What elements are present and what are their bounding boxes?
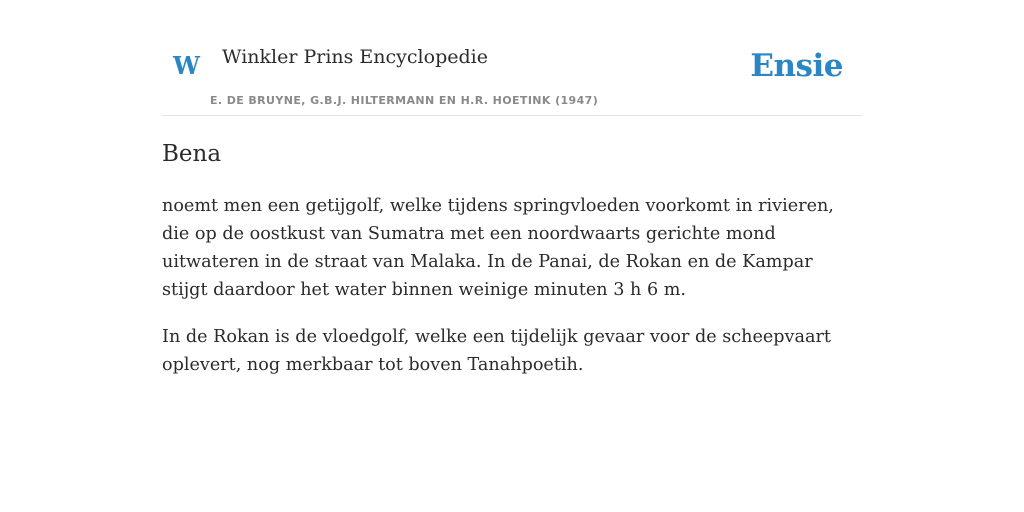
book-header	[162, 0, 862, 116]
ensie-logo-link[interactable]: Ensie	[750, 48, 843, 84]
book-authors: E. DE BRUYNE, G.B.J. HILTERMANN EN H.R. HOETINK (1947)	[210, 94, 599, 107]
book-title[interactable]: Winkler Prins Encyclopedie	[222, 46, 488, 68]
entry-paragraph: noemt men een getijgolf, welke tijdens springvloeden voorkomt in rivieren, die op de oostkust van Sumatra met een noordwaarts gerichte mond uitwateren in de straat van Malaka. In de Panai, de Rokan en de Kampar stijgt daardoor het water binnen weinige minuten 3 h 6 m.	[162, 196, 834, 300]
entry-title: Bena	[162, 141, 222, 167]
entry-body	[162, 192, 862, 398]
entry-paragraph: In de Rokan is de vloedgolf, welke een tijdelijk gevaar voor de scheepvaart oplevert, nog merkbaar tot boven Tanahpoetih.	[162, 327, 831, 375]
page	[162, 0, 862, 375]
winkler-prins-logo[interactable]: W	[173, 51, 200, 80]
